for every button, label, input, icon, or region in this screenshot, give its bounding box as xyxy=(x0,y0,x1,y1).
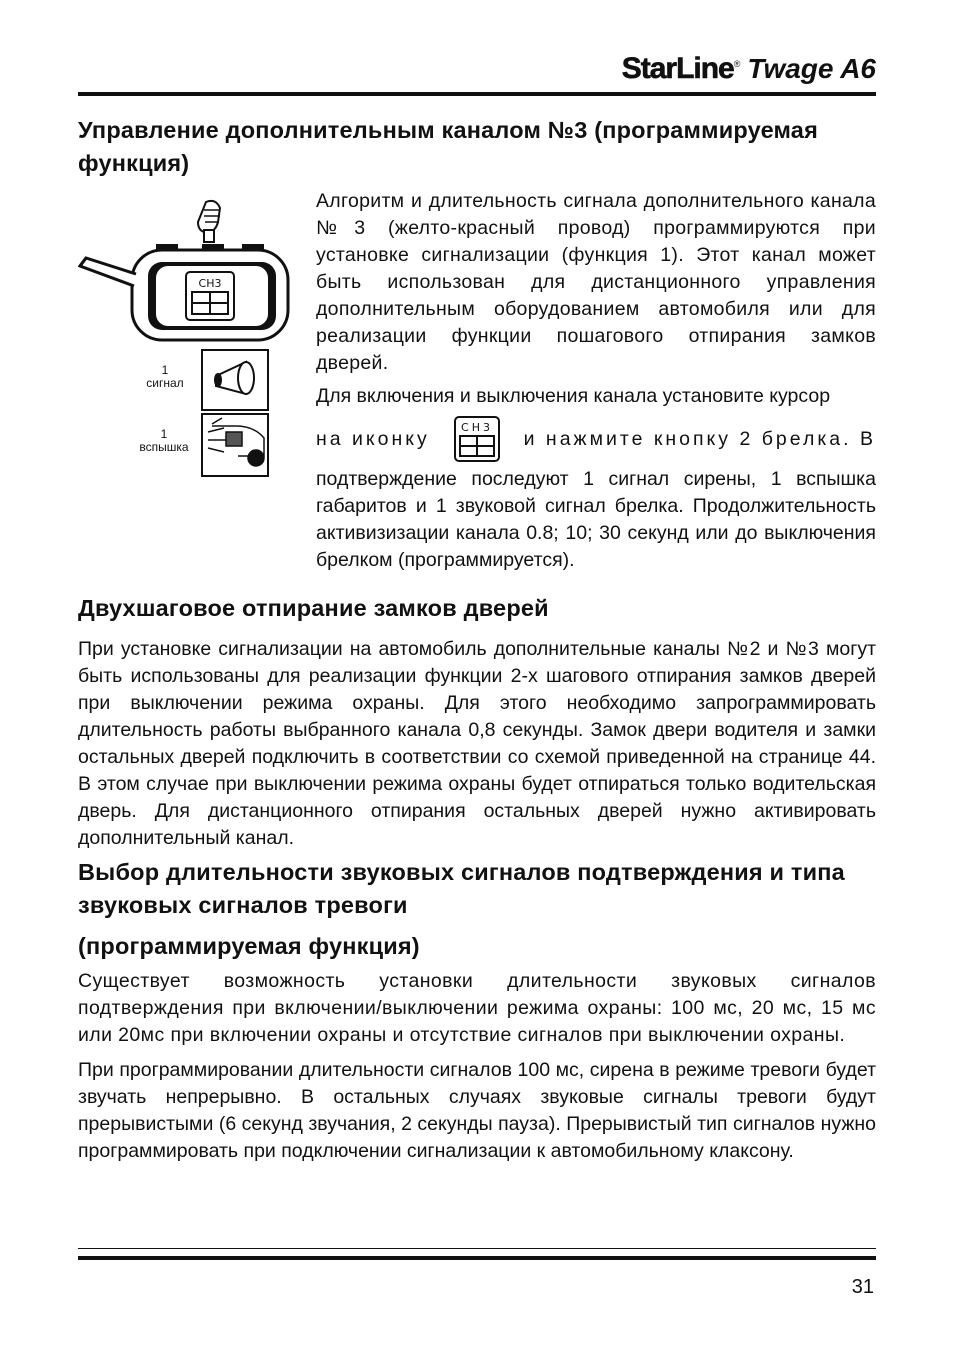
section3-para2: При программировании длительности сигналов 100 мс, сирена в режиме тревоги будет звучать непрерывно. В остальных случаях звуковые сигналы тревоги будут прерывистыми (6 секунд звучания, 2 секунды пауза). Прерывистый тип сигналов нужно программировать при подключении сигнализации к автомобильному клаксону. xyxy=(78,1059,876,1162)
svg-text:CH3: CH3 xyxy=(198,277,222,290)
section1-para2-start: Для включения и выключения канала установите курсор xyxy=(316,385,831,407)
svg-text:CH3: CH3 xyxy=(460,421,493,434)
section2-title: Двухшаговое отпирание замков дверей xyxy=(78,595,549,621)
model-name: Twage A6 xyxy=(747,53,876,84)
page-header xyxy=(622,52,876,92)
ch3-icon xyxy=(186,272,234,320)
section3-subtitle: (программируемая функция) xyxy=(78,933,420,959)
section2-body xyxy=(78,636,876,852)
page-number: 31 xyxy=(851,1276,874,1298)
section2-para1: При установке сигнализации на автомобиль дополнительные каналы №2 и №3 могут быть использованы для реализации функции 2-х шагового отпирания замков дверей при выключении режима охраны. Для этого необходимо запрограммировать длительность работы выбранного канала 0,8 секунды. Замок двери водителя и замки остальных дверей подключить в соответствии со схемой приведенной на странице 44. В этом случае при выключении режима охраны будет отпираться только водительская дверь. Для дистанционного отпирания остальных дверей нужно активировать дополнительный канал. xyxy=(78,638,876,849)
ch3-inline-icon xyxy=(454,416,500,462)
signal-label: 1 сигнал xyxy=(146,363,184,390)
header-rule xyxy=(78,92,876,96)
brand-logo: StarLine® xyxy=(621,52,740,85)
section1-title: Управление дополнительным каналом №3 (программируемая функция) xyxy=(78,117,818,176)
section1-body xyxy=(316,188,876,574)
footer-rule-thick xyxy=(78,1256,876,1260)
section1-para2-rest: подтверждение последуют 1 сигнал сирены, 1 вспышка габаритов и 1 звуковой сигнал брелка. Продолжительность активизизации канала 0.8; 10; 30 секунд или до выключения брелком (программируется). xyxy=(316,468,876,571)
section1-icon-line: на иконку CH3 и нажмите кнопку 2 брелка. В xyxy=(316,416,876,462)
section3-body xyxy=(78,968,876,1165)
section3-title: Выбор длительности звуковых сигналов подтверждения и типа звуковых сигналов тревоги xyxy=(78,859,845,918)
flash-label: 1 вспышка xyxy=(139,427,189,454)
footer-rule-thin xyxy=(78,1248,876,1249)
finger-icon xyxy=(198,201,220,242)
keyfob-illustration xyxy=(78,196,298,481)
section1-para1: Алгоритм и длительность сигнала дополнительного канала №3 (желто-красный провод) программируются при установке сигнализации (функция 1). Этот канал может быть использован для дистанционного управления дополнительным оборудованием автомобиля или для реализации функции пошагового отпирания замков дверей. xyxy=(316,190,876,374)
section3-para1: Существует возможность установки длительности звуковых сигналов подтверждения при включении/выключении режима охраны: 100 мс, 20 мс, 15 мс или 20мс при включении охраны и отсутствие сигналов при выключении охраны. xyxy=(78,970,876,1046)
